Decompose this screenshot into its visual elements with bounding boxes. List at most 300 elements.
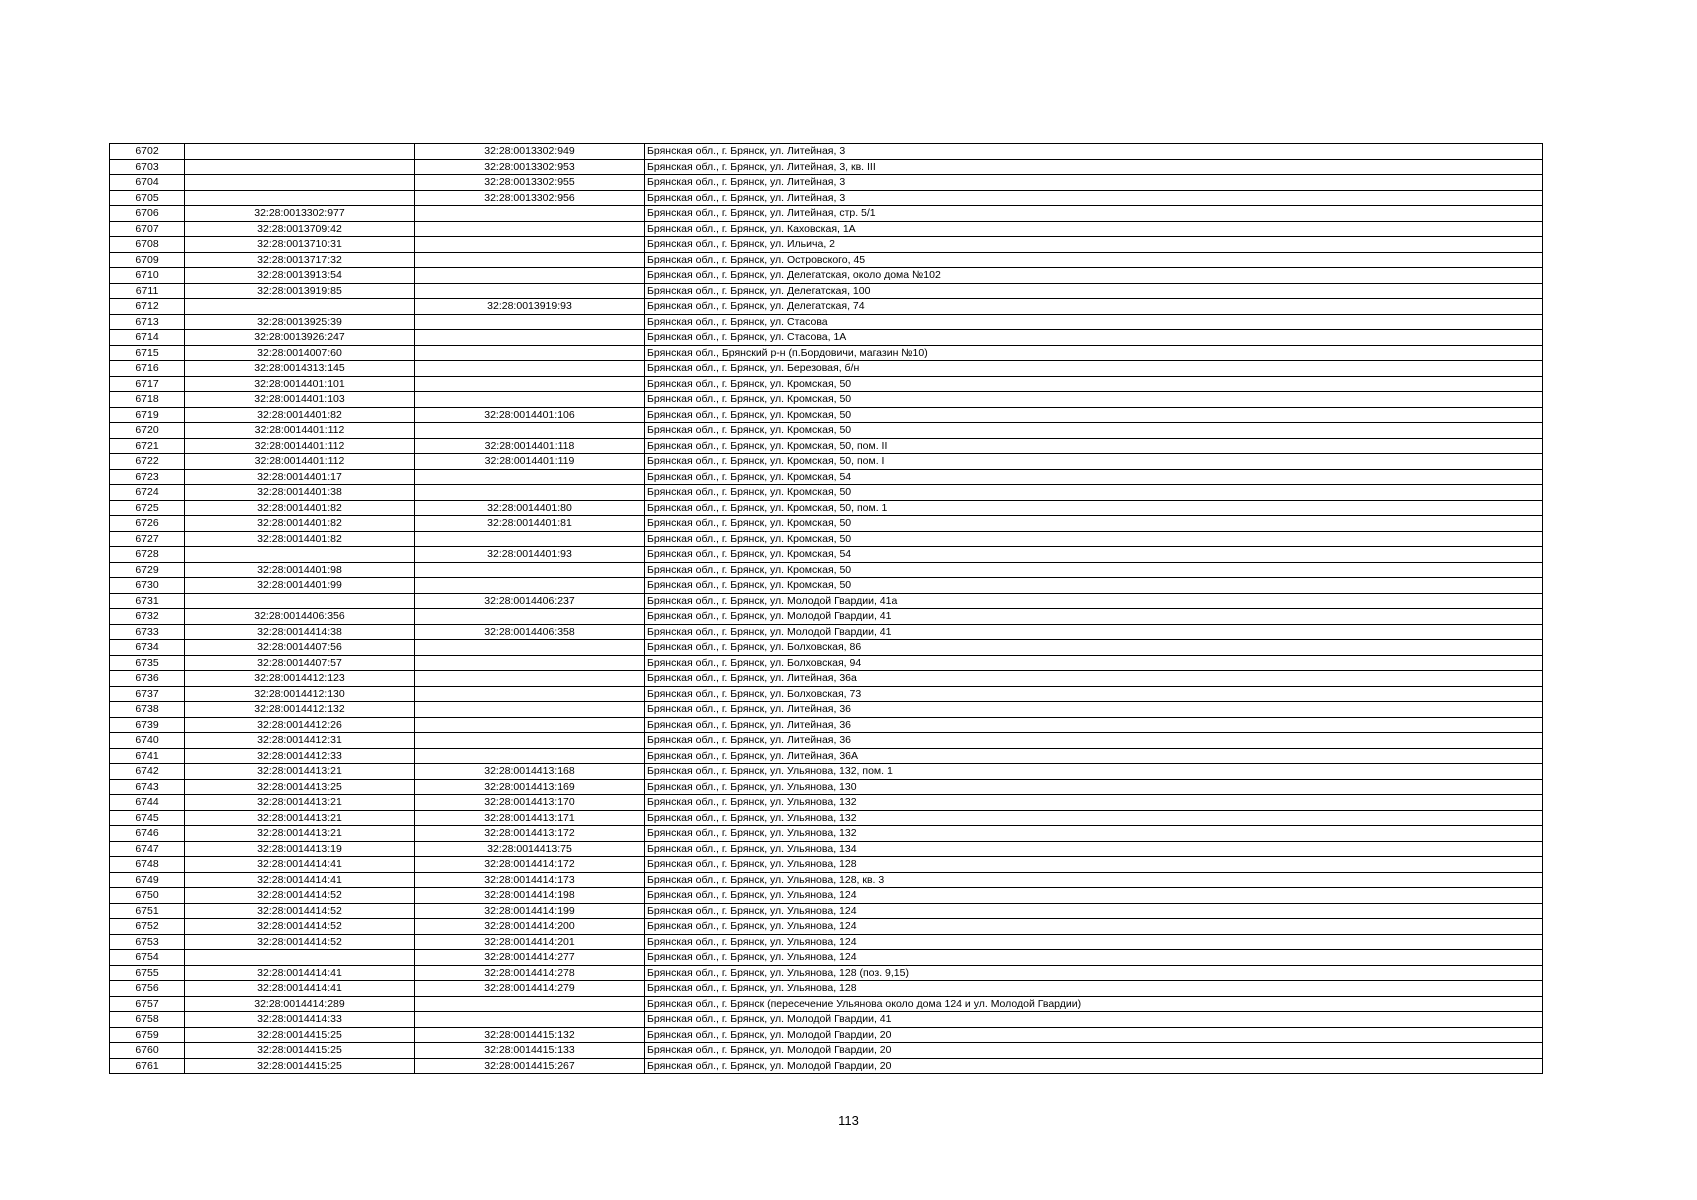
address-cell: Брянская обл., г. Брянск, ул. Кромская, 50 bbox=[645, 485, 1543, 501]
row-number-cell: 6755 bbox=[110, 965, 185, 981]
table-row bbox=[110, 609, 1543, 625]
row-number-cell: 6736 bbox=[110, 671, 185, 687]
table-row bbox=[110, 1043, 1543, 1059]
address-cell: Брянская обл., г. Брянск, ул. Ульянова, 124 bbox=[645, 934, 1543, 950]
row-number-cell: 6751 bbox=[110, 903, 185, 919]
address-cell: Брянская обл., г. Брянск, ул. Кромская, 50, пом. 1 bbox=[645, 500, 1543, 516]
cadastral-number-cell: 32:28:0014414:33 bbox=[185, 1012, 415, 1028]
cadastral-number-cell: 32:28:0014412:31 bbox=[185, 733, 415, 749]
table-row bbox=[110, 252, 1543, 268]
table-row bbox=[110, 237, 1543, 253]
related-cadastral-number-cell: 32:28:0013302:955 bbox=[415, 175, 645, 191]
address-cell: Брянская обл., г. Брянск, ул. Ильича, 2 bbox=[645, 237, 1543, 253]
cadastral-number-cell: 32:28:0014412:33 bbox=[185, 748, 415, 764]
address-cell: Брянская обл., г. Брянск, ул. Молодой Гвардии, 20 bbox=[645, 1043, 1543, 1059]
table-row bbox=[110, 795, 1543, 811]
cadastral-number-cell: 32:28:0014412:132 bbox=[185, 702, 415, 718]
row-number-cell: 6705 bbox=[110, 190, 185, 206]
row-number-cell: 6760 bbox=[110, 1043, 185, 1059]
related-cadastral-number-cell bbox=[415, 423, 645, 439]
cadastral-number-cell: 32:28:0014407:57 bbox=[185, 655, 415, 671]
cadastral-number-cell: 32:28:0014415:25 bbox=[185, 1058, 415, 1074]
row-number-cell: 6757 bbox=[110, 996, 185, 1012]
address-cell: Брянская обл., г. Брянск, ул. Ульянова, 132, пом. 1 bbox=[645, 764, 1543, 780]
address-cell: Брянская обл., г. Брянск, ул. Литейная, 3 bbox=[645, 190, 1543, 206]
related-cadastral-number-cell bbox=[415, 702, 645, 718]
address-cell: Брянская обл., г. Брянск, ул. Островского, 45 bbox=[645, 252, 1543, 268]
related-cadastral-number-cell: 32:28:0014406:358 bbox=[415, 624, 645, 640]
table-row bbox=[110, 531, 1543, 547]
table-row bbox=[110, 810, 1543, 826]
row-number-cell: 6753 bbox=[110, 934, 185, 950]
address-cell: Брянская обл., г. Брянск, ул. Кромская, 50 bbox=[645, 562, 1543, 578]
related-cadastral-number-cell bbox=[415, 671, 645, 687]
cadastral-number-cell: 32:28:0014401:82 bbox=[185, 407, 415, 423]
address-cell: Брянская обл., г. Брянск, ул. Молодой Гвардии, 41 bbox=[645, 609, 1543, 625]
cadastral-number-cell: 32:28:0014401:98 bbox=[185, 562, 415, 578]
table-row bbox=[110, 981, 1543, 997]
table-row bbox=[110, 950, 1543, 966]
row-number-cell: 6759 bbox=[110, 1027, 185, 1043]
cadastral-number-cell: 32:28:0013926:247 bbox=[185, 330, 415, 346]
row-number-cell: 6742 bbox=[110, 764, 185, 780]
related-cadastral-number-cell bbox=[415, 996, 645, 1012]
row-number-cell: 6711 bbox=[110, 283, 185, 299]
table-row bbox=[110, 857, 1543, 873]
cadastral-number-cell: 32:28:0014413:21 bbox=[185, 795, 415, 811]
address-cell: Брянская обл., г. Брянск, ул. Березовая, б/н bbox=[645, 361, 1543, 377]
row-number-cell: 6709 bbox=[110, 252, 185, 268]
row-number-cell: 6703 bbox=[110, 159, 185, 175]
address-cell: Брянская обл., Брянский р-н (п.Бордовичи, магазин №10) bbox=[645, 345, 1543, 361]
cadastral-number-cell: 32:28:0014401:82 bbox=[185, 500, 415, 516]
cadastral-number-cell bbox=[185, 593, 415, 609]
related-cadastral-number-cell: 32:28:0014413:168 bbox=[415, 764, 645, 780]
related-cadastral-number-cell: 32:28:0014401:93 bbox=[415, 547, 645, 563]
cadastral-number-cell: 32:28:0014401:101 bbox=[185, 376, 415, 392]
cadastral-number-cell: 32:28:0014412:123 bbox=[185, 671, 415, 687]
address-cell: Брянская обл., г. Брянск, ул. Ульянова, 132 bbox=[645, 826, 1543, 842]
address-cell: Брянская обл., г. Брянск, ул. Ульянова, 130 bbox=[645, 779, 1543, 795]
cadastral-number-cell: 32:28:0014414:289 bbox=[185, 996, 415, 1012]
row-number-cell: 6728 bbox=[110, 547, 185, 563]
address-cell: Брянская обл., г. Брянск, ул. Литейная, 36а bbox=[645, 671, 1543, 687]
table-row bbox=[110, 888, 1543, 904]
cadastral-number-cell: 32:28:0014413:25 bbox=[185, 779, 415, 795]
table-row bbox=[110, 965, 1543, 981]
cadastral-number-cell: 32:28:0014413:19 bbox=[185, 841, 415, 857]
address-cell: Брянская обл., г. Брянск, ул. Кромская, 50 bbox=[645, 516, 1543, 532]
address-cell: Брянская обл., г. Брянск, ул. Литейная, 36 bbox=[645, 733, 1543, 749]
address-cell: Брянская обл., г. Брянск, ул. Ульянова, 124 bbox=[645, 903, 1543, 919]
related-cadastral-number-cell: 32:28:0014413:75 bbox=[415, 841, 645, 857]
address-cell: Брянская обл., г. Брянск, ул. Кромская, 50 bbox=[645, 392, 1543, 408]
row-number-cell: 6716 bbox=[110, 361, 185, 377]
row-number-cell: 6735 bbox=[110, 655, 185, 671]
table-row bbox=[110, 361, 1543, 377]
table-row bbox=[110, 376, 1543, 392]
cadastral-number-cell: 32:28:0014414:41 bbox=[185, 981, 415, 997]
cadastral-number-cell: 32:28:0014401:112 bbox=[185, 438, 415, 454]
related-cadastral-number-cell: 32:28:0014414:173 bbox=[415, 872, 645, 888]
related-cadastral-number-cell bbox=[415, 562, 645, 578]
cadastral-number-cell bbox=[185, 299, 415, 315]
cadastral-number-cell: 32:28:0013709:42 bbox=[185, 221, 415, 237]
table-row bbox=[110, 423, 1543, 439]
row-number-cell: 6708 bbox=[110, 237, 185, 253]
row-number-cell: 6726 bbox=[110, 516, 185, 532]
address-cell: Брянская обл., г. Брянск, ул. Кромская, 50 bbox=[645, 407, 1543, 423]
address-cell: Брянская обл., г. Брянск, ул. Кромская, 50, пом. I bbox=[645, 454, 1543, 470]
address-cell: Брянская обл., г. Брянск, ул. Молодой Гвардии, 41 bbox=[645, 1012, 1543, 1028]
table-row bbox=[110, 919, 1543, 935]
address-cell: Брянская обл., г. Брянск, ул. Ульянова, 134 bbox=[645, 841, 1543, 857]
related-cadastral-number-cell: 32:28:0013302:949 bbox=[415, 144, 645, 160]
related-cadastral-number-cell bbox=[415, 578, 645, 594]
address-cell: Брянская обл., г. Брянск, ул. Молодой Гвардии, 41 bbox=[645, 624, 1543, 640]
related-cadastral-number-cell bbox=[415, 330, 645, 346]
row-number-cell: 6734 bbox=[110, 640, 185, 656]
cadastral-number-cell: 32:28:0014414:38 bbox=[185, 624, 415, 640]
cadastral-number-cell: 32:28:0014413:21 bbox=[185, 810, 415, 826]
related-cadastral-number-cell bbox=[415, 221, 645, 237]
table-row bbox=[110, 190, 1543, 206]
row-number-cell: 6720 bbox=[110, 423, 185, 439]
table-row bbox=[110, 764, 1543, 780]
table-row bbox=[110, 562, 1543, 578]
cadastral-number-cell: 32:28:0014414:52 bbox=[185, 888, 415, 904]
row-number-cell: 6727 bbox=[110, 531, 185, 547]
row-number-cell: 6746 bbox=[110, 826, 185, 842]
table-row bbox=[110, 593, 1543, 609]
table-row bbox=[110, 144, 1543, 160]
table-row bbox=[110, 299, 1543, 315]
row-number-cell: 6704 bbox=[110, 175, 185, 191]
row-number-cell: 6717 bbox=[110, 376, 185, 392]
table-row bbox=[110, 717, 1543, 733]
cadastral-number-cell bbox=[185, 547, 415, 563]
table-row bbox=[110, 469, 1543, 485]
row-number-cell: 6754 bbox=[110, 950, 185, 966]
cadastral-number-cell: 32:28:0014414:41 bbox=[185, 965, 415, 981]
table-row bbox=[110, 283, 1543, 299]
cadastral-number-cell: 32:28:0014401:82 bbox=[185, 516, 415, 532]
cadastral-number-cell: 32:28:0014415:25 bbox=[185, 1027, 415, 1043]
related-cadastral-number-cell bbox=[415, 469, 645, 485]
related-cadastral-number-cell bbox=[415, 376, 645, 392]
address-cell: Брянская обл., г. Брянск, ул. Литейная, 3, кв. III bbox=[645, 159, 1543, 175]
related-cadastral-number-cell bbox=[415, 609, 645, 625]
cadastral-number-cell: 32:28:0013913:54 bbox=[185, 268, 415, 284]
address-cell: Брянская обл., г. Брянск (пересечение Ульянова около дома 124 и ул. Молодой Гвардии) bbox=[645, 996, 1543, 1012]
related-cadastral-number-cell bbox=[415, 206, 645, 222]
cadastral-number-cell: 32:28:0014407:56 bbox=[185, 640, 415, 656]
related-cadastral-number-cell bbox=[415, 345, 645, 361]
related-cadastral-number-cell bbox=[415, 252, 645, 268]
related-cadastral-number-cell: 32:28:0014401:106 bbox=[415, 407, 645, 423]
table-row bbox=[110, 392, 1543, 408]
row-number-cell: 6707 bbox=[110, 221, 185, 237]
cadastral-number-cell bbox=[185, 175, 415, 191]
cadastral-number-cell: 32:28:0013710:31 bbox=[185, 237, 415, 253]
cadastral-number-cell: 32:28:0014414:41 bbox=[185, 872, 415, 888]
related-cadastral-number-cell bbox=[415, 392, 645, 408]
cadastral-number-cell bbox=[185, 144, 415, 160]
address-cell: Брянская обл., г. Брянск, ул. Стасова, 1А bbox=[645, 330, 1543, 346]
related-cadastral-number-cell bbox=[415, 733, 645, 749]
table-row bbox=[110, 640, 1543, 656]
row-number-cell: 6721 bbox=[110, 438, 185, 454]
related-cadastral-number-cell bbox=[415, 717, 645, 733]
table-row bbox=[110, 330, 1543, 346]
row-number-cell: 6715 bbox=[110, 345, 185, 361]
address-cell: Брянская обл., г. Брянск, ул. Болховская, 73 bbox=[645, 686, 1543, 702]
address-cell: Брянская обл., г. Брянск, ул. Болховская, 94 bbox=[645, 655, 1543, 671]
cadastral-number-cell bbox=[185, 159, 415, 175]
row-number-cell: 6710 bbox=[110, 268, 185, 284]
table-row bbox=[110, 206, 1543, 222]
row-number-cell: 6749 bbox=[110, 872, 185, 888]
row-number-cell: 6712 bbox=[110, 299, 185, 315]
related-cadastral-number-cell bbox=[415, 686, 645, 702]
table-row bbox=[110, 624, 1543, 640]
table-row bbox=[110, 221, 1543, 237]
address-cell: Брянская обл., г. Брянск, ул. Кромская, 54 bbox=[645, 469, 1543, 485]
row-number-cell: 6741 bbox=[110, 748, 185, 764]
cadastral-number-cell: 32:28:0014414:52 bbox=[185, 934, 415, 950]
address-cell: Брянская обл., г. Брянск, ул. Ульянова, 124 bbox=[645, 950, 1543, 966]
address-cell: Брянская обл., г. Брянск, ул. Ульянова, 128 (поз. 9,15) bbox=[645, 965, 1543, 981]
table-row bbox=[110, 826, 1543, 842]
row-number-cell: 6737 bbox=[110, 686, 185, 702]
row-number-cell: 6706 bbox=[110, 206, 185, 222]
related-cadastral-number-cell bbox=[415, 283, 645, 299]
cadastral-number-cell: 32:28:0014413:21 bbox=[185, 826, 415, 842]
related-cadastral-number-cell: 32:28:0014414:198 bbox=[415, 888, 645, 904]
table-row bbox=[110, 841, 1543, 857]
address-cell: Брянская обл., г. Брянск, ул. Стасова bbox=[645, 314, 1543, 330]
cadastral-number-cell: 32:28:0014413:21 bbox=[185, 764, 415, 780]
row-number-cell: 6738 bbox=[110, 702, 185, 718]
address-cell: Брянская обл., г. Брянск, ул. Ульянова, 132 bbox=[645, 810, 1543, 826]
row-number-cell: 6731 bbox=[110, 593, 185, 609]
table-row bbox=[110, 686, 1543, 702]
address-cell: Брянская обл., г. Брянск, ул. Кромская, 50 bbox=[645, 531, 1543, 547]
cadastral-number-cell: 32:28:0014401:99 bbox=[185, 578, 415, 594]
address-cell: Брянская обл., г. Брянск, ул. Ульянова, 128 bbox=[645, 857, 1543, 873]
row-number-cell: 6702 bbox=[110, 144, 185, 160]
address-cell: Брянская обл., г. Брянск, ул. Кромская, 50 bbox=[645, 376, 1543, 392]
cadastral-number-cell: 32:28:0014007:60 bbox=[185, 345, 415, 361]
address-cell: Брянская обл., г. Брянск, ул. Литейная, 3 bbox=[645, 144, 1543, 160]
related-cadastral-number-cell: 32:28:0014415:132 bbox=[415, 1027, 645, 1043]
cadastral-number-cell: 32:28:0013919:85 bbox=[185, 283, 415, 299]
related-cadastral-number-cell: 32:28:0013919:93 bbox=[415, 299, 645, 315]
row-number-cell: 6714 bbox=[110, 330, 185, 346]
row-number-cell: 6758 bbox=[110, 1012, 185, 1028]
table-row bbox=[110, 903, 1543, 919]
address-cell: Брянская обл., г. Брянск, ул. Ульянова, 124 bbox=[645, 919, 1543, 935]
table-row bbox=[110, 159, 1543, 175]
address-cell: Брянская обл., г. Брянск, ул. Литейная, 36 bbox=[645, 717, 1543, 733]
related-cadastral-number-cell: 32:28:0014414:172 bbox=[415, 857, 645, 873]
table-row bbox=[110, 1027, 1543, 1043]
table-row bbox=[110, 733, 1543, 749]
cadastral-number-cell: 32:28:0014401:17 bbox=[185, 469, 415, 485]
related-cadastral-number-cell: 32:28:0014414:201 bbox=[415, 934, 645, 950]
table-row bbox=[110, 872, 1543, 888]
cadastral-number-cell: 32:28:0014412:26 bbox=[185, 717, 415, 733]
cadastral-number-cell: 32:28:0014415:25 bbox=[185, 1043, 415, 1059]
related-cadastral-number-cell: 32:28:0014401:119 bbox=[415, 454, 645, 470]
row-number-cell: 6723 bbox=[110, 469, 185, 485]
related-cadastral-number-cell: 32:28:0014414:200 bbox=[415, 919, 645, 935]
address-cell: Брянская обл., г. Брянск, ул. Кромская, 54 bbox=[645, 547, 1543, 563]
cadastral-table bbox=[109, 143, 1543, 1074]
table-row bbox=[110, 1012, 1543, 1028]
address-cell: Брянская обл., г. Брянск, ул. Делегатская, 100 bbox=[645, 283, 1543, 299]
related-cadastral-number-cell: 32:28:0014414:277 bbox=[415, 950, 645, 966]
cadastral-number-cell: 32:28:0013717:32 bbox=[185, 252, 415, 268]
row-number-cell: 6713 bbox=[110, 314, 185, 330]
cadastral-number-cell: 32:28:0014406:356 bbox=[185, 609, 415, 625]
address-cell: Брянская обл., г. Брянск, ул. Делегатская, 74 bbox=[645, 299, 1543, 315]
related-cadastral-number-cell: 32:28:0014413:169 bbox=[415, 779, 645, 795]
cadastral-number-cell: 32:28:0014313:145 bbox=[185, 361, 415, 377]
row-number-cell: 6750 bbox=[110, 888, 185, 904]
table-row bbox=[110, 655, 1543, 671]
table-row bbox=[110, 345, 1543, 361]
related-cadastral-number-cell: 32:28:0013302:953 bbox=[415, 159, 645, 175]
table-row bbox=[110, 1058, 1543, 1074]
address-cell: Брянская обл., г. Брянск, ул. Ульянова, 128 bbox=[645, 981, 1543, 997]
row-number-cell: 6744 bbox=[110, 795, 185, 811]
row-number-cell: 6745 bbox=[110, 810, 185, 826]
related-cadastral-number-cell bbox=[415, 268, 645, 284]
cadastral-number-cell: 32:28:0014414:41 bbox=[185, 857, 415, 873]
address-cell: Брянская обл., г. Брянск, ул. Делегатская, около дома №102 bbox=[645, 268, 1543, 284]
cadastral-number-cell: 32:28:0013302:977 bbox=[185, 206, 415, 222]
related-cadastral-number-cell: 32:28:0014414:278 bbox=[415, 965, 645, 981]
cadastral-number-cell: 32:28:0013925:39 bbox=[185, 314, 415, 330]
row-number-cell: 6761 bbox=[110, 1058, 185, 1074]
row-number-cell: 6724 bbox=[110, 485, 185, 501]
related-cadastral-number-cell bbox=[415, 485, 645, 501]
table-row bbox=[110, 578, 1543, 594]
related-cadastral-number-cell: 32:28:0014406:237 bbox=[415, 593, 645, 609]
cadastral-number-cell: 32:28:0014401:103 bbox=[185, 392, 415, 408]
related-cadastral-number-cell bbox=[415, 640, 645, 656]
related-cadastral-number-cell bbox=[415, 531, 645, 547]
address-cell: Брянская обл., г. Брянск, ул. Молодой Гвардии, 20 bbox=[645, 1027, 1543, 1043]
table-row bbox=[110, 314, 1543, 330]
address-cell: Брянская обл., г. Брянск, ул. Каховская, 1А bbox=[645, 221, 1543, 237]
related-cadastral-number-cell bbox=[415, 361, 645, 377]
address-cell: Брянская обл., г. Брянск, ул. Молодой Гвардии, 41а bbox=[645, 593, 1543, 609]
related-cadastral-number-cell: 32:28:0014401:80 bbox=[415, 500, 645, 516]
row-number-cell: 6722 bbox=[110, 454, 185, 470]
row-number-cell: 6740 bbox=[110, 733, 185, 749]
address-cell: Брянская обл., г. Брянск, ул. Кромская, 50 bbox=[645, 578, 1543, 594]
table-row bbox=[110, 547, 1543, 563]
row-number-cell: 6739 bbox=[110, 717, 185, 733]
address-cell: Брянская обл., г. Брянск, ул. Литейная, 36 bbox=[645, 702, 1543, 718]
table-row bbox=[110, 454, 1543, 470]
table-row bbox=[110, 702, 1543, 718]
table-row bbox=[110, 438, 1543, 454]
row-number-cell: 6733 bbox=[110, 624, 185, 640]
related-cadastral-number-cell bbox=[415, 314, 645, 330]
row-number-cell: 6725 bbox=[110, 500, 185, 516]
row-number-cell: 6719 bbox=[110, 407, 185, 423]
cadastral-number-cell: 32:28:0014401:112 bbox=[185, 454, 415, 470]
table-row bbox=[110, 500, 1543, 516]
related-cadastral-number-cell: 32:28:0014413:172 bbox=[415, 826, 645, 842]
row-number-cell: 6752 bbox=[110, 919, 185, 935]
row-number-cell: 6732 bbox=[110, 609, 185, 625]
related-cadastral-number-cell: 32:28:0014415:133 bbox=[415, 1043, 645, 1059]
cadastral-number-cell: 32:28:0014401:82 bbox=[185, 531, 415, 547]
address-cell: Брянская обл., г. Брянск, ул. Литейная, 36А bbox=[645, 748, 1543, 764]
table-row bbox=[110, 407, 1543, 423]
cadastral-number-cell: 32:28:0014401:112 bbox=[185, 423, 415, 439]
cadastral-number-cell: 32:28:0014412:130 bbox=[185, 686, 415, 702]
row-number-cell: 6718 bbox=[110, 392, 185, 408]
cadastral-number-cell: 32:28:0014401:38 bbox=[185, 485, 415, 501]
address-cell: Брянская обл., г. Брянск, ул. Ульянова, 132 bbox=[645, 795, 1543, 811]
address-cell: Брянская обл., г. Брянск, ул. Литейная, 3 bbox=[645, 175, 1543, 191]
related-cadastral-number-cell: 32:28:0014413:170 bbox=[415, 795, 645, 811]
related-cadastral-number-cell: 32:28:0014401:81 bbox=[415, 516, 645, 532]
related-cadastral-number-cell: 32:28:0014413:171 bbox=[415, 810, 645, 826]
address-cell: Брянская обл., г. Брянск, ул. Кромская, 50 bbox=[645, 423, 1543, 439]
related-cadastral-number-cell: 32:28:0013302:956 bbox=[415, 190, 645, 206]
related-cadastral-number-cell: 32:28:0014414:279 bbox=[415, 981, 645, 997]
cadastral-number-cell: 32:28:0014414:52 bbox=[185, 903, 415, 919]
row-number-cell: 6748 bbox=[110, 857, 185, 873]
cadastral-table-body bbox=[110, 144, 1543, 1074]
table-row bbox=[110, 268, 1543, 284]
related-cadastral-number-cell: 32:28:0014414:199 bbox=[415, 903, 645, 919]
address-cell: Брянская обл., г. Брянск, ул. Болховская, 86 bbox=[645, 640, 1543, 656]
related-cadastral-number-cell bbox=[415, 655, 645, 671]
table-row bbox=[110, 996, 1543, 1012]
table-row bbox=[110, 175, 1543, 191]
table-row bbox=[110, 934, 1543, 950]
table-row bbox=[110, 671, 1543, 687]
row-number-cell: 6756 bbox=[110, 981, 185, 997]
address-cell: Брянская обл., г. Брянск, ул. Молодой Гвардии, 20 bbox=[645, 1058, 1543, 1074]
row-number-cell: 6729 bbox=[110, 562, 185, 578]
table-row bbox=[110, 748, 1543, 764]
row-number-cell: 6730 bbox=[110, 578, 185, 594]
related-cadastral-number-cell bbox=[415, 748, 645, 764]
cadastral-number-cell bbox=[185, 190, 415, 206]
related-cadastral-number-cell: 32:28:0014415:267 bbox=[415, 1058, 645, 1074]
cadastral-number-cell bbox=[185, 950, 415, 966]
row-number-cell: 6747 bbox=[110, 841, 185, 857]
row-number-cell: 6743 bbox=[110, 779, 185, 795]
table-row bbox=[110, 485, 1543, 501]
address-cell: Брянская обл., г. Брянск, ул. Ульянова, 128, кв. 3 bbox=[645, 872, 1543, 888]
page-number: 113 bbox=[838, 1113, 859, 1128]
table-row bbox=[110, 779, 1543, 795]
table-row bbox=[110, 516, 1543, 532]
related-cadastral-number-cell bbox=[415, 1012, 645, 1028]
cadastral-number-cell: 32:28:0014414:52 bbox=[185, 919, 415, 935]
related-cadastral-number-cell bbox=[415, 237, 645, 253]
address-cell: Брянская обл., г. Брянск, ул. Ульянова, 124 bbox=[645, 888, 1543, 904]
